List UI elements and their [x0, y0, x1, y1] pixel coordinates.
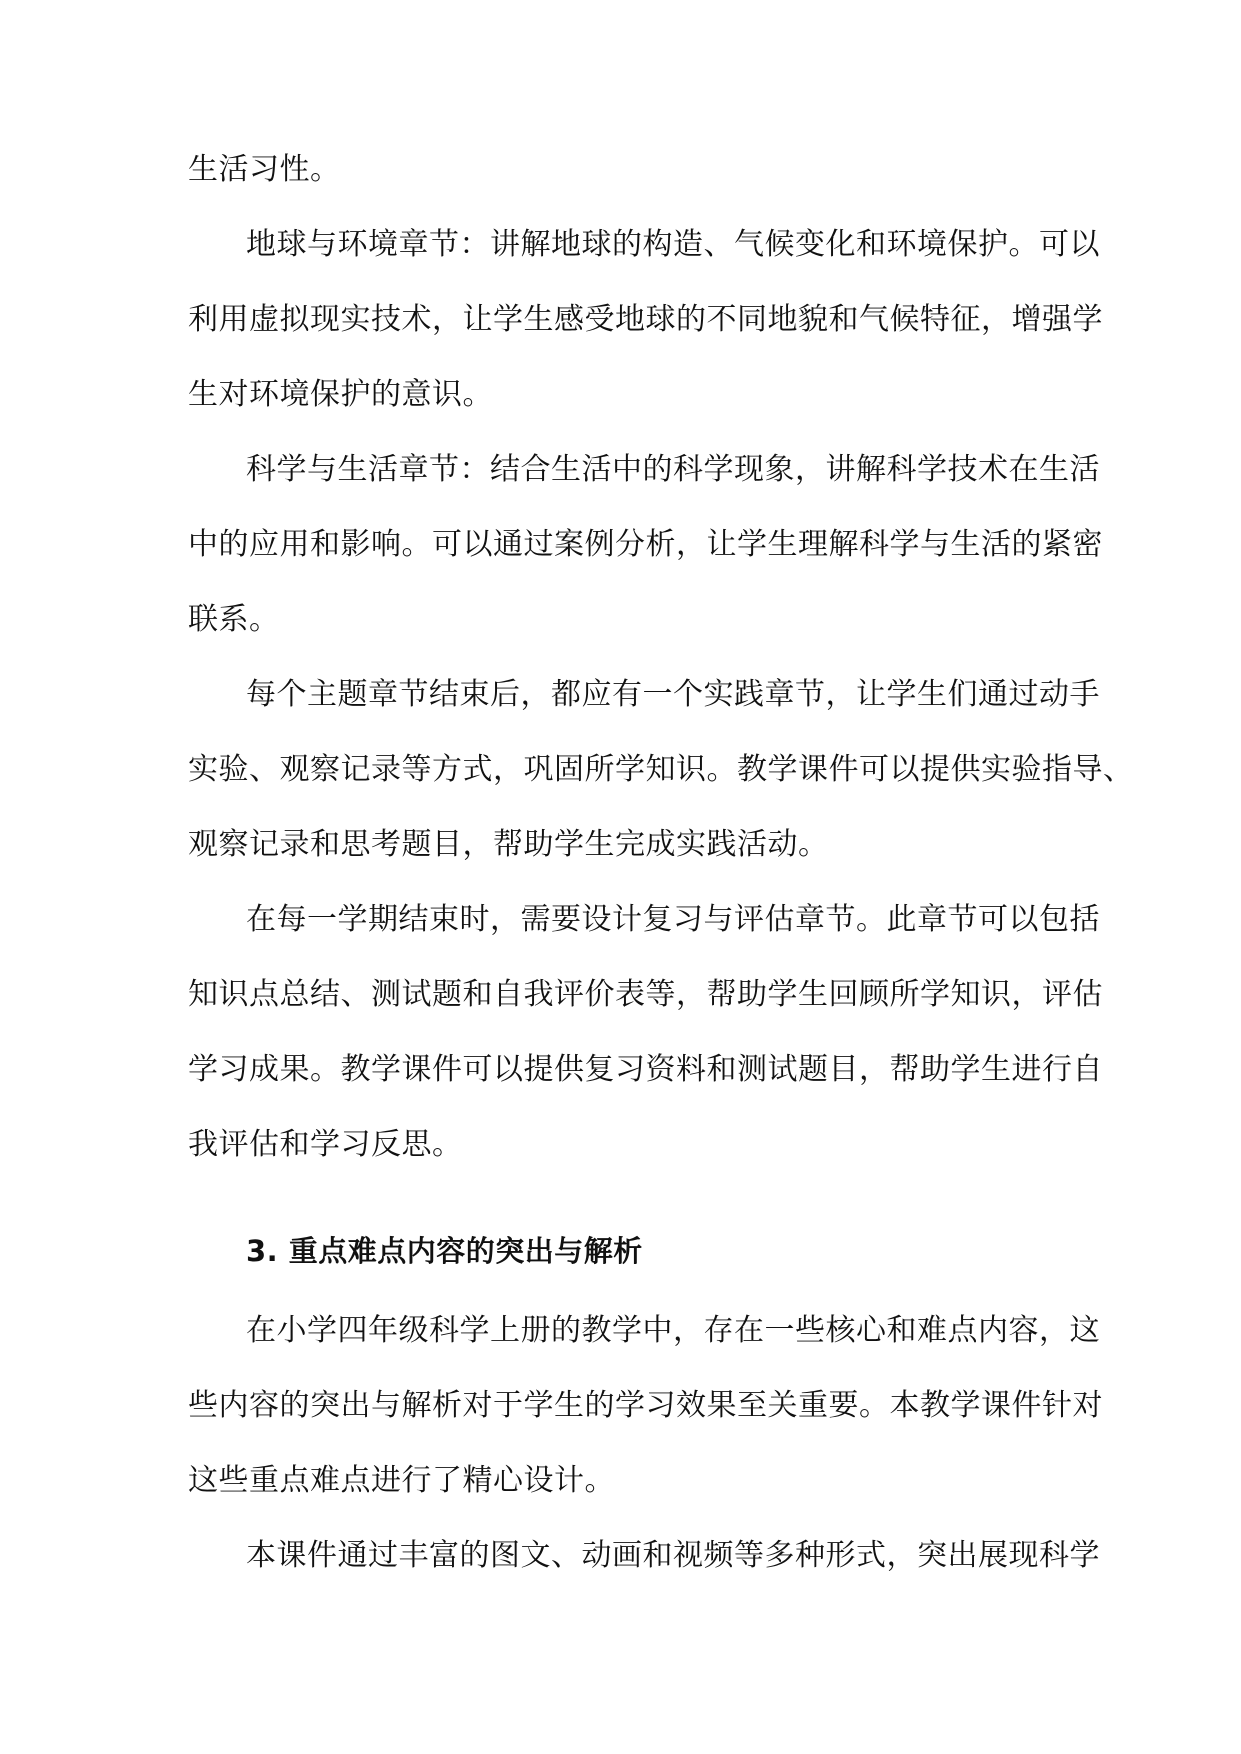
paragraph-line: 在每一学期结束时，需要设计复习与评估章节。此章节可以包括 [246, 902, 1100, 937]
paragraph-line: 中的应用和影响。可以通过案例分析，让学生理解科学与生活的紧密 [188, 527, 1103, 562]
paragraph-line: 生活习性。 [188, 152, 341, 187]
paragraph-line: 实验、观察记录等方式，巩固所学知识。教学课件可以提供实验指导、 [188, 752, 1134, 787]
paragraph-line: 在小学四年级科学上册的教学中，存在一些核心和难点内容，这 [246, 1313, 1100, 1348]
paragraph-line: 学习成果。教学课件可以提供复习资料和测试题目，帮助学生进行自 [188, 1052, 1103, 1087]
paragraph-line: 地球与环境章节：讲解地球的构造、气候变化和环境保护。可以 [246, 227, 1100, 262]
section-heading: 3. 重点难点内容的突出与解析 [246, 1234, 643, 1268]
paragraph-line: 利用虚拟现实技术，让学生感受地球的不同地貌和气候特征，增强学 [188, 302, 1103, 337]
paragraph-line: 本课件通过丰富的图文、动画和视频等多种形式，突出展现科学 [246, 1538, 1100, 1573]
paragraph-line: 些内容的突出与解析对于学生的学习效果至关重要。本教学课件针对 [188, 1388, 1103, 1423]
paragraph-line: 这些重点难点进行了精心设计。 [188, 1463, 615, 1498]
paragraph-line: 观察记录和思考题目，帮助学生完成实践活动。 [188, 827, 829, 862]
paragraph-line: 每个主题章节结束后，都应有一个实践章节，让学生们通过动手 [246, 677, 1100, 712]
paragraph-line: 科学与生活章节：结合生活中的科学现象，讲解科学技术在生活 [246, 452, 1100, 487]
paragraph-line: 我评估和学习反思。 [188, 1127, 463, 1162]
paragraph-line: 知识点总结、测试题和自我评价表等，帮助学生回顾所学知识，评估 [188, 977, 1103, 1012]
paragraph-line: 联系。 [188, 602, 280, 637]
paragraph-line: 生对环境保护的意识。 [188, 377, 493, 412]
